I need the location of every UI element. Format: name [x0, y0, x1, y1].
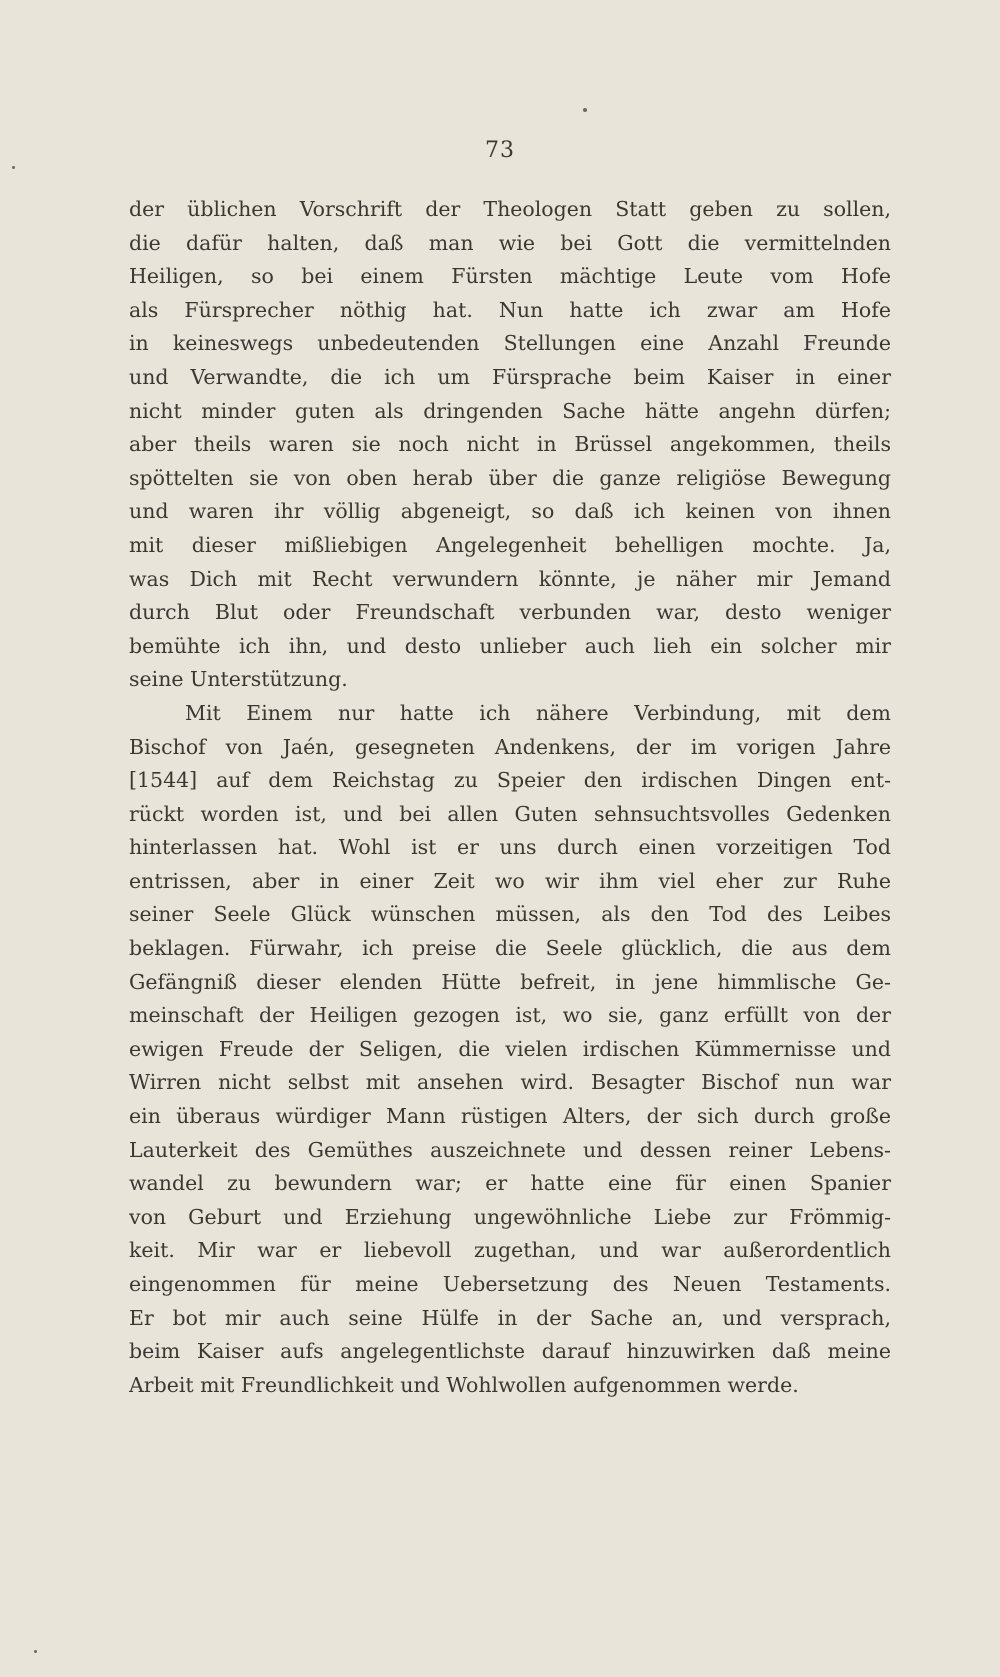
text-line: bemühte ich ihn, und desto unlieber auch lieh ein solcher mir — [129, 633, 891, 658]
text-line: in keineswegs unbedeutenden Stellungen eine Anzahl Freunde — [129, 331, 891, 356]
text-line: wandel zu bewundern war; er hatte eine für einen Spanier — [129, 1171, 891, 1196]
text-line: seine Unterstützung. — [129, 667, 348, 692]
print-speck — [583, 108, 587, 112]
text-line: Bischof von Jaén, gesegneten Andenkens, der im vorigen Jahre — [129, 734, 891, 759]
text-line: als Fürsprecher nöthig hat. Nun hatte ich zwar am Hofe — [129, 297, 891, 322]
text-line: was Dich mit Recht verwundern könnte, je näher mir Jemand — [129, 566, 891, 591]
text-line: entrissen, aber in einer Zeit wo wir ihm viel eher zur Ruhe — [129, 868, 891, 893]
text-line: und Verwandte, die ich um Fürsprache beim Kaiser in einer — [129, 364, 891, 389]
text-line: hinterlassen hat. Wohl ist er uns durch einen vorzeitigen Tod — [129, 835, 891, 860]
text-line: eingenommen für meine Uebersetzung des Neuen Testaments. — [129, 1272, 891, 1296]
text-line: Wirren nicht selbst mit ansehen wird. Besagter Bischof nun war — [129, 1070, 891, 1095]
text-line: mit dieser mißliebigen Angelegenheit behelligen mochte. Ja, — [129, 532, 891, 557]
print-speck — [12, 166, 15, 169]
text-line: ewigen Freude der Seligen, die vielen irdischen Kümmernisse und — [129, 1036, 891, 1061]
text-line: beim Kaiser aufs angelegentlichste darauf hinzuwirken daß meine — [129, 1339, 891, 1364]
text-line: Mit Einem nur hatte ich nähere Verbindung, mit dem — [185, 700, 891, 725]
text-line: der üblichen Vorschrift der Theologen Statt geben zu sollen, — [129, 197, 891, 221]
text-line: nicht minder guten als dringenden Sache hätte angehn dürfen; — [129, 398, 891, 423]
text-line: Arbeit mit Freundlichkeit und Wohlwollen aufgenommen werde. — [129, 1372, 799, 1397]
text-line: durch Blut oder Freundschaft verbunden war, desto weniger — [129, 600, 891, 625]
text-line: Heiligen, so bei einem Fürsten mächtige Leute vom Hofe — [129, 264, 891, 289]
text-line: aber theils waren sie noch nicht in Brüssel angekommen, theils — [129, 432, 891, 457]
text-line: die dafür halten, daß man wie bei Gott die vermittelnden — [129, 230, 891, 255]
text-line: ein überaus würdiger Mann rüstigen Alters, der sich durch große — [129, 1104, 891, 1129]
text-line: und waren ihr völlig abgeneigt, so daß ich keinen von ihnen — [129, 499, 891, 524]
text-line: von Geburt und Erziehung ungewöhnliche Liebe zur Frömmig- — [129, 1204, 891, 1229]
text-line: keit. Mir war er liebevoll zugethan, und war außerordentlich — [129, 1238, 891, 1263]
print-speck — [34, 1650, 37, 1653]
text-line: meinschaft der Heiligen gezogen ist, wo sie, ganz erfüllt von der — [129, 1003, 891, 1028]
text-line: seiner Seele Glück wünschen müssen, als den Tod des Leibes — [129, 902, 891, 927]
text-line: rückt worden ist, und bei allen Guten sehnsuchtsvolles Gedenken — [129, 801, 891, 826]
text-line: spöttelten sie von oben herab über die ganze religiöse Bewegung — [129, 465, 891, 490]
text-line: beklagen. Fürwahr, ich preise die Seele glücklich, die aus dem — [129, 936, 891, 961]
text-line: Lauterkeit des Gemüthes auszeichnete und dessen reiner Lebens- — [129, 1137, 891, 1162]
page-number: 73 — [485, 138, 515, 163]
text-line: [1544] auf dem Reichstag zu Speier den irdischen Dingen ent- — [129, 768, 891, 793]
text-line: Er bot mir auch seine Hülfe in der Sache an, und versprach, — [129, 1305, 891, 1330]
body-text — [129, 193, 891, 1402]
text-line: Gefängniß dieser elenden Hütte befreit, in jene himmlische Ge- — [129, 969, 891, 994]
